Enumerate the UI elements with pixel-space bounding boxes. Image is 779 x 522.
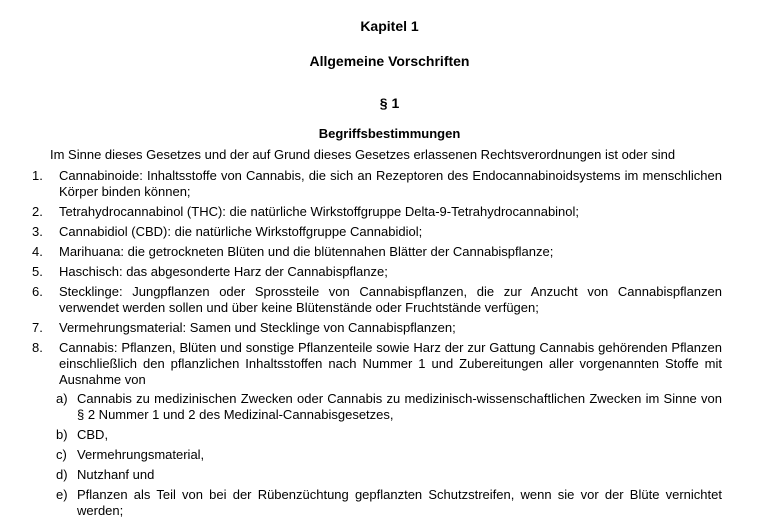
- subitem-text: CBD,: [77, 427, 109, 442]
- subitem-letter: c): [56, 447, 67, 462]
- definition-item-6: [32, 284, 722, 316]
- definition-item-4: [32, 244, 722, 260]
- subitem-text: Vermehrungsmaterial,: [77, 447, 205, 462]
- definition-item-1: [32, 168, 722, 200]
- item-number: 5.: [32, 264, 43, 279]
- subitem-d: [56, 467, 722, 483]
- item-text: Cannabidiol (CBD): die natürliche Wirkstoffgruppe Cannabidiol;: [59, 224, 423, 239]
- item-number: 3.: [32, 224, 43, 239]
- chapter-title: Allgemeine Vorschriften: [309, 53, 470, 69]
- subitem-c: [56, 447, 722, 463]
- item-number: 1.: [32, 168, 43, 183]
- item-text: Cannabinoide: Inhaltsstoffe von Cannabis, die sich an Rezeptoren des Endocannabinoidsystems im menschlichen Körper binden können;: [59, 168, 722, 199]
- paragraph-title: Begriffsbestimmungen: [318, 126, 461, 141]
- item-text: Tetrahydrocannabinol (THC): die natürliche Wirkstoffgruppe Delta-9-Tetrahydrocannabinol;: [59, 204, 580, 219]
- item-text: Stecklinge: Jungpflanzen oder Sprossteile von Cannabispflanzen, die zur Anzucht von Cannabispflanzen verwendet werden sollen und über keine Blütenstände oder Fruchtstände verfügen;: [59, 284, 722, 315]
- subitem-a: [56, 391, 722, 423]
- intro-text: Im Sinne dieses Gesetzes und der auf Grund dieses Gesetzes erlassenen Rechtsverordnungen ist oder sind: [50, 147, 676, 162]
- definition-item-2: [32, 204, 722, 220]
- subitem-text: Pflanzen als Teil von bei der Rübenzüchtung gepflanzten Schutzstreifen, wenn sie vor der Blüte vernichtet werden;: [77, 487, 722, 518]
- item-number: 7.: [32, 320, 43, 335]
- subitem-letter: b): [56, 427, 68, 442]
- item-number: 8.: [32, 340, 43, 355]
- subitem-letter: e): [56, 487, 68, 502]
- item-number: 4.: [32, 244, 43, 259]
- subitem-letter: a): [56, 391, 68, 406]
- definition-item-5: [32, 264, 722, 280]
- chapter-heading: Kapitel 1: [360, 18, 419, 34]
- paragraph-number: § 1: [379, 95, 400, 111]
- subitem-text: Nutzhanf und: [77, 467, 155, 482]
- subitem-e: [56, 487, 722, 519]
- definition-item-3: [32, 224, 722, 240]
- subitem-letter: d): [56, 467, 68, 482]
- item-text: Haschisch: das abgesonderte Harz der Cannabispflanze;: [59, 264, 388, 279]
- item-number: 6.: [32, 284, 43, 299]
- subitem-b: [56, 427, 722, 443]
- item-text: Marihuana: die getrockneten Blüten und die blütennahen Blätter der Cannabispflanze;: [59, 244, 554, 259]
- item-number: 2.: [32, 204, 43, 219]
- subitem-text: Cannabis zu medizinischen Zwecken oder Cannabis zu medizinisch-wissenschaftlichen Zwecken im Sinne von § 2 Nummer 1 und 2 des Medizinal-Cannabisgesetzes,: [77, 391, 722, 422]
- item-text: Cannabis: Pflanzen, Blüten und sonstige Pflanzenteile sowie Harz der zur Gattung Cannabis gehörenden Pflanzen einschließlich den pflanzlichen Inhaltsstoffen nach Nummer 1 und Zubereitungen aller vorgenannten Stoffe mit Ausnahme von: [59, 340, 722, 387]
- item-text: Vermehrungsmaterial: Samen und Stecklinge von Cannabispflanzen;: [59, 320, 456, 335]
- definition-item-7: [32, 320, 722, 336]
- definition-item-8: [32, 340, 722, 388]
